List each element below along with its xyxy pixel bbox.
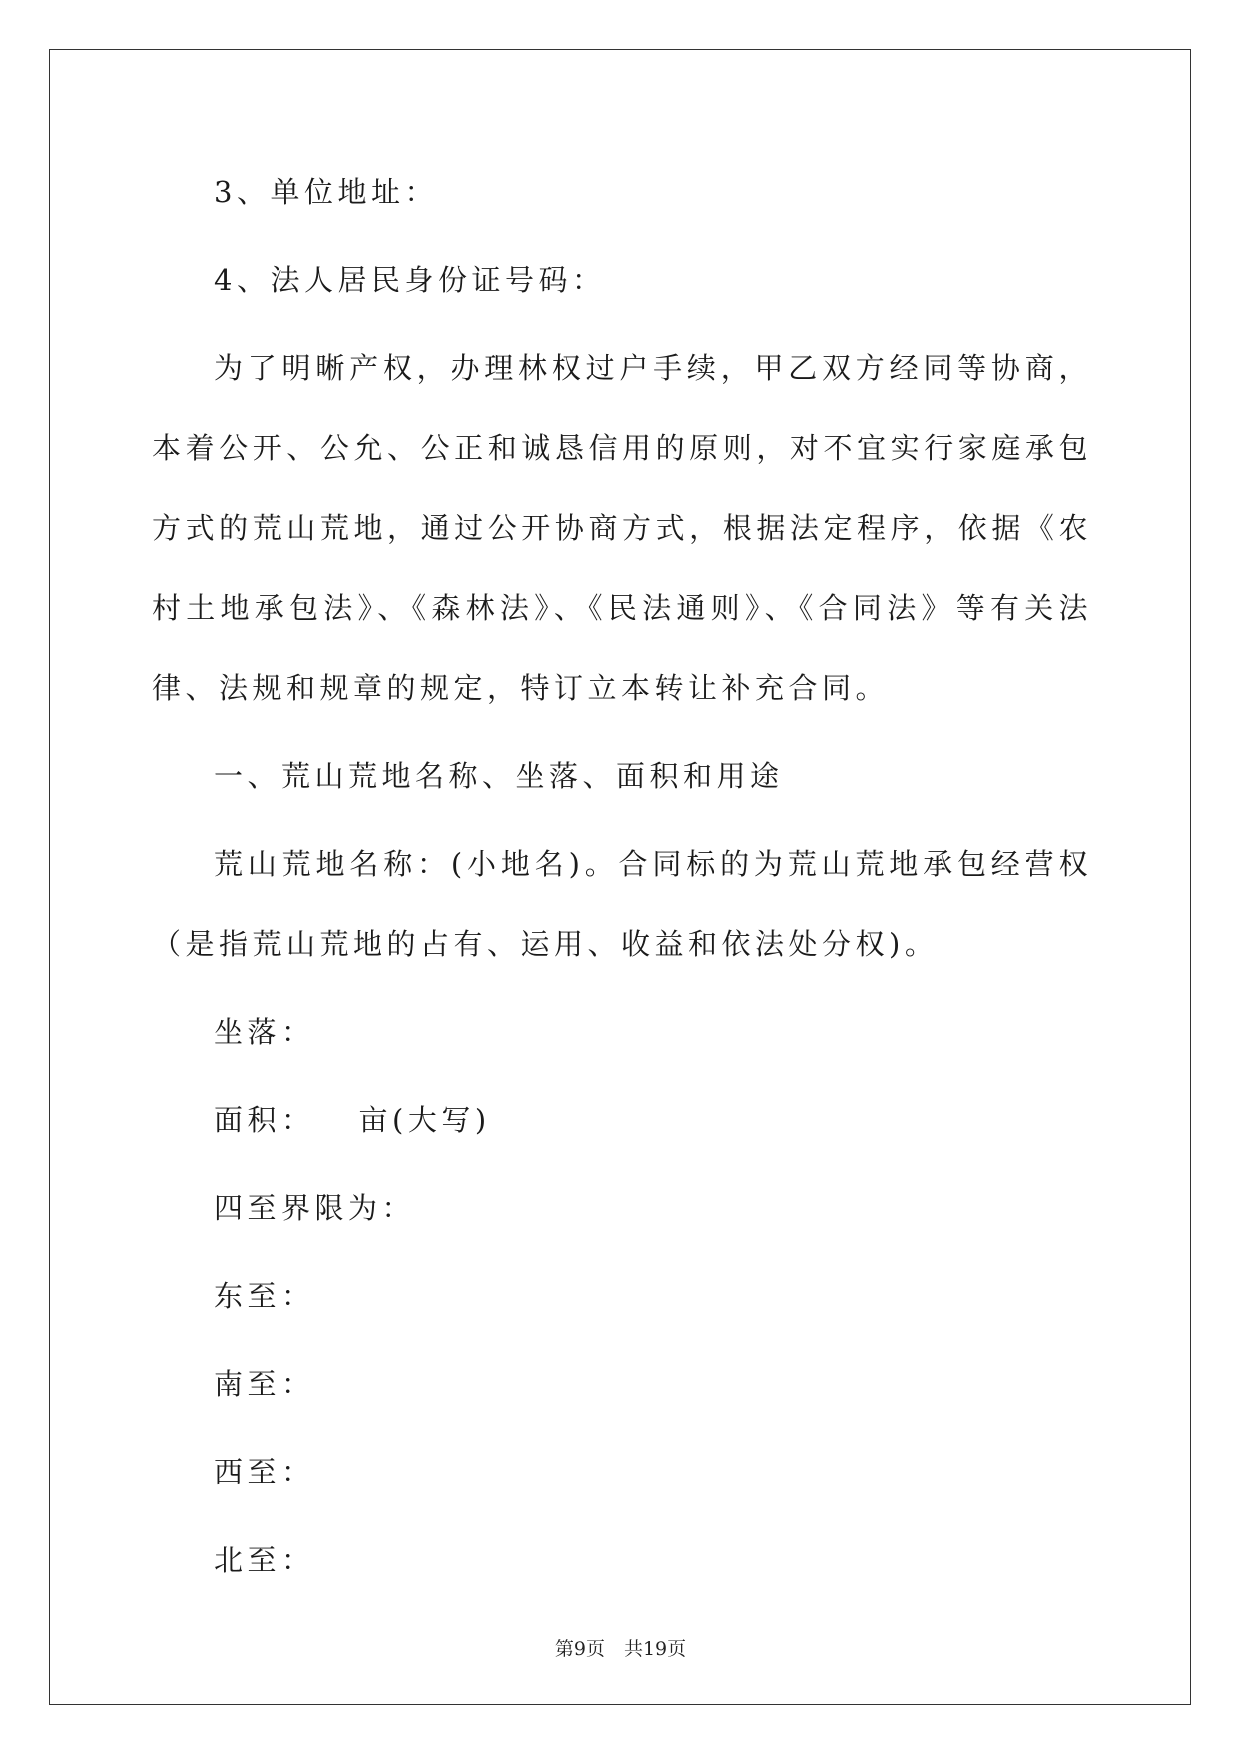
paragraph-boundaries: 四至界限为： [214, 1191, 416, 1225]
paragraph-legal-person-id: 4、法人居民身份证号码： [214, 263, 606, 297]
paragraph-area [152, 1080, 1092, 1160]
paragraph-north: 北至： [214, 1543, 315, 1577]
page-footer: 第9页 共19页 [554, 1638, 687, 1660]
paragraph-east: 东至： [214, 1279, 315, 1313]
paragraph-location: 坐落： [214, 1015, 315, 1049]
area-unit: 亩(大写) [358, 1103, 491, 1137]
paragraph-preamble: 为了明晰产权，办理林权过户手续，甲乙双方经同等协商，本着公开、公允、公正和诚恳信用的原则，对不宜实行家庭承包方式的荒山荒地，通过公开协商方式，根据法定程序，依据《农村土地承包法》、《森林法》、《民法通则》、《合同法》等有关法律、法规和规章的规定，特订立本转让补充合同。 [152, 351, 1092, 705]
paragraph-unit-address: 3、单位地址： [214, 175, 438, 209]
section-heading-land: 一、荒山荒地名称、坐落、面积和用途 [214, 759, 784, 793]
paragraph-south: 南至： [214, 1367, 315, 1401]
paragraph-west: 西至： [214, 1455, 315, 1489]
document-body [152, 152, 1092, 1608]
area-label: 面积： [214, 1103, 315, 1137]
paragraph-land-name: 荒山荒地名称：(小地名)。合同标的为荒山荒地承包经营权（是指荒山荒地的占有、运用、收益和依法处分权)。 [152, 847, 1092, 961]
